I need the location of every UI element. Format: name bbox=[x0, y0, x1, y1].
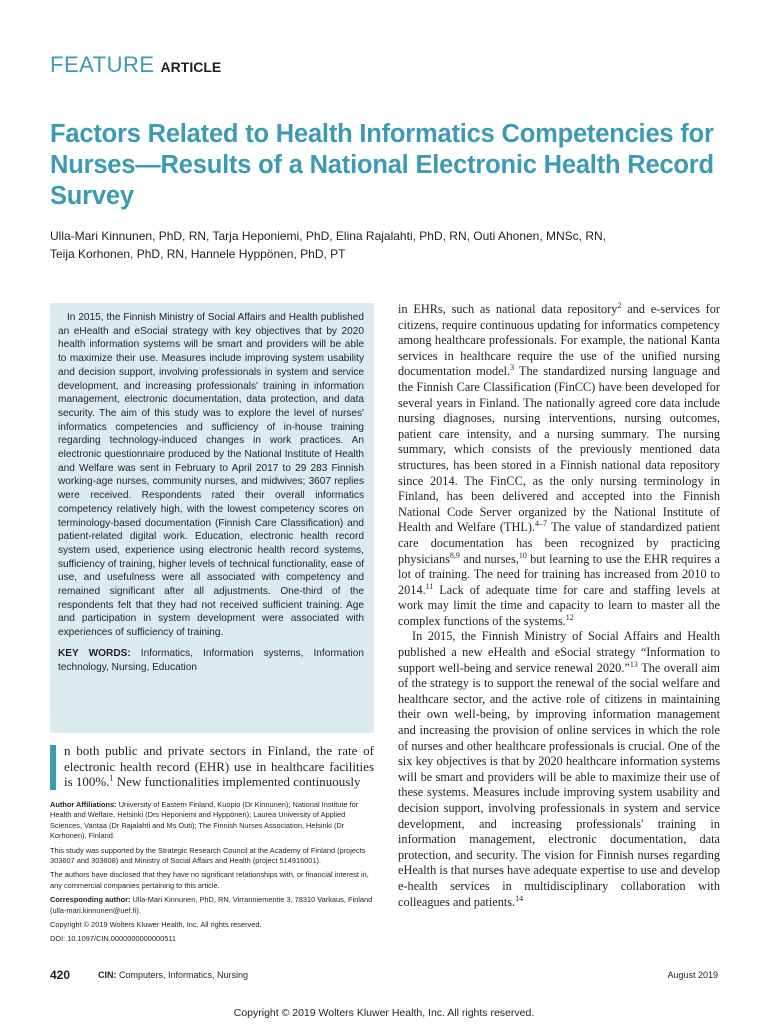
p1-text-f: but learning to use the EHR requires a lot of training. The need for training has increased from 2010 to 2014. bbox=[398, 551, 720, 597]
disclosure-statement: The authors have disclosed that they have no significant relationships with, or financial interest in, any commercial companies pertaining to this article. bbox=[50, 870, 369, 890]
author-list bbox=[50, 227, 670, 263]
p1-text-g: Lack of adequate time for care and staffing levels at work may limit the time and capacity to learn to master all the complex functions of the systems. bbox=[398, 582, 720, 628]
journal-abbr: CIN: bbox=[98, 970, 117, 980]
keywords-list: Informatics, Information systems, Information technology, Nursing, Education bbox=[58, 647, 364, 673]
author-affiliations bbox=[50, 800, 374, 842]
journal-full: Computers, Informatics, Nursing bbox=[116, 970, 249, 980]
p2-ref-2: 14 bbox=[515, 893, 524, 903]
p1-text-c: The standardized nursing language and the Finnish Care Classification (FinCC) have been developed for several years in Finland. The nationally agreed core data include nursing diagnoses, nursing interventions, nursing outcomes, patient care intensity, and a nursing summary. The nursing summary, which consists of the previously mentioned data structures, has been stored in a Finnish national data repository since 2014. The FinCC, as the only nursing terminology in Finland, has been delivered and accepted into the Finnish National Code Server organized by the National Institute of Health and Welfare (THL). bbox=[398, 364, 720, 535]
doi: DOI: 10.1097/CIN.0000000000000511 bbox=[50, 934, 177, 944]
intro-ref: 1 bbox=[109, 773, 114, 783]
p2-text-b: The overall aim of the strategy is to support the renewal of the social welfare and healthcare sector, and the active role of citizens in maintaining their own well-being, by improving information management and increasing the provision of online services in which the role of nurses and other healthcare professionals is crucial. One of the six key objectives is that by 2020 healthcare information systems will be smart and providers will be able to maximize their use of these systems. Measures include improving system usability and decision support, involving professionals in system and service development, and increasing professionals' training in information management, electronic documentation, data protection, and security. The vision for Finnish nurses regarding eHealth is that nurses have adequate expertise to use and develop e-health services in multidisciplinary collaboration with colleagues and patients. bbox=[398, 660, 720, 909]
bottom-copyright: Copyright © 2019 Wolters Kluwer Health, Inc. All rights reserved. bbox=[233, 1007, 535, 1019]
affiliations-block bbox=[50, 800, 374, 949]
keywords-label: KEY WORDS: bbox=[58, 647, 131, 659]
p2-ref-1: 13 bbox=[629, 659, 638, 669]
p1-text-b: and e-services for citizens, require continuous updating for informatics competency among healthcare professionals. For example, the national Kanta services in healthcare require the use of the unified nursing documentation model. bbox=[398, 302, 720, 379]
intro-paragraph bbox=[50, 743, 374, 790]
author-line-2: Teija Korhonen, PhD, RN, Hannele Hyppönen, PhD, PT bbox=[50, 247, 346, 261]
article-label: ARTICLE bbox=[160, 59, 222, 75]
p1-text-e: and nurses, bbox=[459, 551, 519, 566]
article-title: Factors Related to Health Informatics Competencies for Nurses—Results of a National Electronic Health Record Survey bbox=[50, 120, 714, 210]
feature-label: FEATURE bbox=[50, 52, 155, 77]
p1-text-d: The value of standardized patient care documentation has been recognized by practicing physicians bbox=[398, 520, 720, 566]
p1-text-a: in EHRs, such as national data repository bbox=[398, 302, 618, 316]
intro-text-2: New functionalities implemented continuously bbox=[113, 774, 361, 789]
affil-copyright: Copyright © 2019 Wolters Kluwer Health, Inc. All rights reserved. bbox=[50, 920, 262, 930]
body-paragraph-2 bbox=[398, 629, 720, 910]
body-right-column bbox=[398, 302, 720, 910]
p1-ref-7: 12 bbox=[565, 612, 574, 622]
p1-ref-4: 8,9 bbox=[449, 550, 460, 560]
affil-text: University of Eastern Finland, Kuopio (Dr Kinnunen); National Institute for Health and Welfare, Helsinki (Drs Heponiemi and Hyppönen); Laurea University of Applied Sciences, Vantaa (Dr Rajalahti and Ms Outi); The Finnish Nurses Association, Helsinki (Dr Korhonen), Finland. bbox=[50, 800, 359, 841]
section-kicker bbox=[50, 52, 221, 78]
journal-name bbox=[98, 970, 248, 980]
p1-ref-1: 2 bbox=[617, 300, 622, 310]
dropcap-bar bbox=[50, 745, 56, 790]
p1-ref-6: 11 bbox=[425, 581, 434, 591]
abstract-text: In 2015, the Finnish Ministry of Social Affairs and Health published an eHealth and eSocial strategy with key objectives that by 2020 health information systems will be smart and providers will be able to maximize their use. Measures include improving system usability and decision support, involving professionals in system and service development, and increasing professionals' training in information management, electronic documentation, data protection, and data security. The aim of this study was to explore the level of nurses' informatics competencies and sufficiency of in-house training regarding technology-induced changes in work practices. An electronic questionnaire produced by the National Institute of Health and Welfare was sent in February to April 2017 to 29 283 Finnish working-age nurses, community nurses, and midwives; 3607 replies were received. Respondents rated their overall informatics competency relatively high, with the lowest competency scores on terminology-based documentation (Finnish Care Classification) and patient-related digital work. Education, electronic health record system used, experience using electronic health record systems, sufficiency of training, higher levels of technical functionality, ease of use, and usefulness were all associated with competency and remained significant after all adjustments. One-third of the respondents felt that they had not received sufficient training. Age and participation in system development were associated with experiences of sufficiency of training. bbox=[58, 312, 364, 639]
intro-text: n both public and private sectors in Finland, the rate of electronic health record (EHR) use in healthcare facilities is 100%. bbox=[64, 743, 374, 789]
author-line-1: Ulla-Mari Kinnunen, PhD, RN, Tarja Heponiemi, PhD, Elina Rajalahti, PhD, RN, Outi Ahonen, MNSc, RN, bbox=[50, 229, 607, 243]
page-number: 420 bbox=[50, 968, 71, 982]
p1-ref-2: 3 bbox=[510, 363, 515, 373]
corr-label: Corresponding author: bbox=[50, 895, 131, 905]
issue-date: August 2019 bbox=[667, 970, 718, 980]
p1-ref-3: 4–7 bbox=[535, 519, 548, 529]
corr-text: Ulla-Mari Kinnunen, PhD, RN, Virranniementie 3, 78310 Varkaus, Finland (ulla-mari.kinnunen@uef.fi). bbox=[50, 895, 373, 915]
keywords bbox=[58, 647, 364, 674]
p1-ref-5: 10 bbox=[518, 550, 527, 560]
p2-text-a: In 2015, the Finnish Ministry of Social Affairs and Health published a new eHealth and eSocial strategy “Information to support well-being and service renewal 2020.” bbox=[398, 629, 720, 675]
abstract-box bbox=[50, 303, 374, 733]
funding-statement: This study was supported by the Strategic Research Council at the Academy of Finland (projects 303607 and 303608) and Ministry of Social Affairs and Health (project 514916001). bbox=[50, 845, 366, 866]
corresponding-author bbox=[50, 895, 374, 916]
body-paragraph-1 bbox=[398, 302, 720, 629]
affil-label: Author Affiliations: bbox=[50, 800, 117, 809]
